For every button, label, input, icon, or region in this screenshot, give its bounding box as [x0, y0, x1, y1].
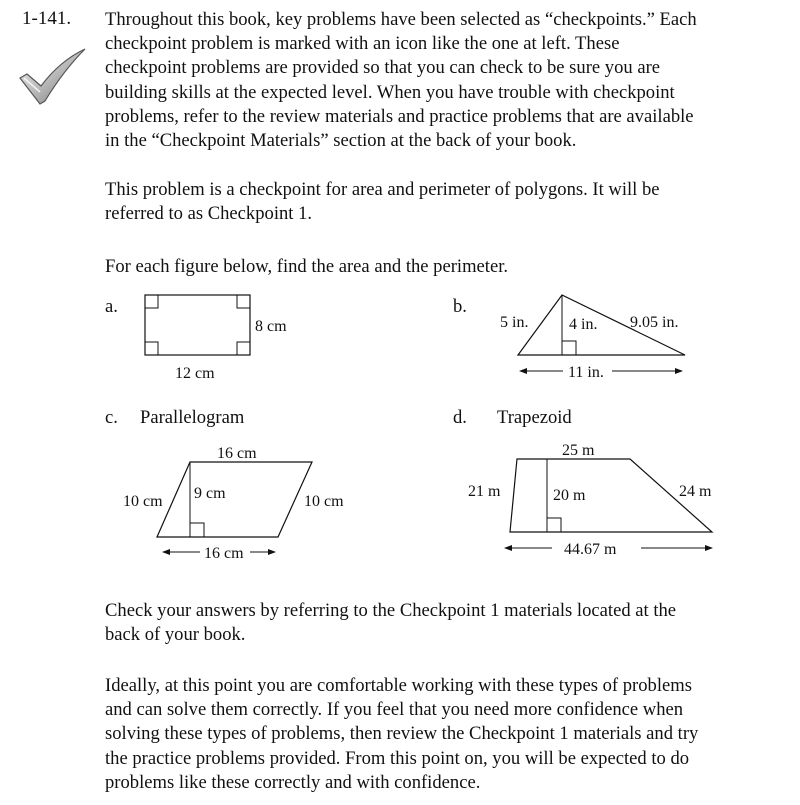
figure-a-side-label: 8 cm: [255, 318, 287, 335]
figure-c-title: Parallelogram: [140, 407, 245, 428]
figure-d-right-label: 24 m: [679, 483, 712, 500]
figure-c-base-label: 16 cm: [204, 545, 244, 562]
figure-b-right-label: 9.05 in.: [630, 314, 679, 331]
figure-a-letter: a.: [105, 296, 118, 317]
figure-b-base-label: 11 in.: [568, 364, 604, 381]
text-line: problems, refer to the review materials and practice problems that are available: [105, 105, 694, 127]
figure-b-left-label: 5 in.: [500, 314, 529, 331]
figure-d-height-label: 20 m: [553, 487, 586, 504]
ideally-paragraph: [105, 674, 795, 795]
figure-d-letter: d.: [453, 407, 467, 428]
instruction-paragraph: [105, 255, 795, 279]
figure-c-left-label: 10 cm: [123, 493, 163, 510]
figure-c-letter: c.: [105, 407, 118, 428]
text-line: back of your book.: [105, 624, 246, 646]
text-line: checkpoint problems are provided so that you can check to be sure you are: [105, 57, 661, 79]
text-line: Check your answers by referring to the Checkpoint 1 materials located at the: [105, 600, 677, 621]
text-line: problems like these correctly and with confidence.: [105, 771, 481, 793]
checkpoint-paragraph: [105, 178, 795, 226]
figure-b-triangle: [490, 285, 710, 390]
figure-c-parallelogram: [115, 440, 360, 570]
figure-c-right-label: 10 cm: [304, 493, 344, 510]
text-line: the practice problems provided. From this point on, you will be expected to do: [105, 747, 690, 769]
figure-d-trapezoid: [460, 440, 730, 570]
figure-c-top-label: 16 cm: [217, 445, 257, 462]
checkpoint-checkmark-icon: [16, 48, 88, 108]
text-line: and can solve them correctly. If you feel that you need more confidence when: [105, 699, 684, 721]
problem-number: 1-141.: [22, 8, 72, 29]
figure-b-letter: b.: [453, 296, 467, 317]
text-line: checkpoint problem is marked with an icon like the one at left. These: [105, 33, 620, 55]
figure-a-rectangle: [130, 285, 310, 395]
figure-d-base-label: 44.67 m: [564, 541, 617, 558]
figure-d-title: Trapezoid: [497, 407, 572, 428]
figure-a-bottom-label: 12 cm: [175, 365, 215, 382]
text-line: Ideally, at this point you are comfortable working with these types of problems: [105, 675, 692, 696]
figure-d-top-label: 25 m: [562, 442, 595, 459]
text-line: building skills at the expected level. When you have trouble with checkpoint: [105, 81, 675, 103]
figure-d-left-label: 21 m: [468, 483, 501, 500]
text-line: For each figure below, find the area and the perimeter.: [105, 256, 509, 277]
figure-c-height-label: 9 cm: [194, 485, 226, 502]
text-line: referred to as Checkpoint 1.: [105, 203, 313, 225]
check-answers-paragraph: [105, 599, 795, 647]
text-line: Throughout this book, key problems have been selected as “checkpoints.” Each: [105, 9, 697, 30]
figure-b-height-label: 4 in.: [569, 316, 598, 333]
text-line: This problem is a checkpoint for area and perimeter of polygons. It will be: [105, 179, 660, 200]
text-line: solving these types of problems, then review the Checkpoint 1 materials and try: [105, 723, 699, 745]
text-line: in the “Checkpoint Materials” section at the back of your book.: [105, 130, 577, 152]
intro-paragraph: [105, 8, 795, 153]
